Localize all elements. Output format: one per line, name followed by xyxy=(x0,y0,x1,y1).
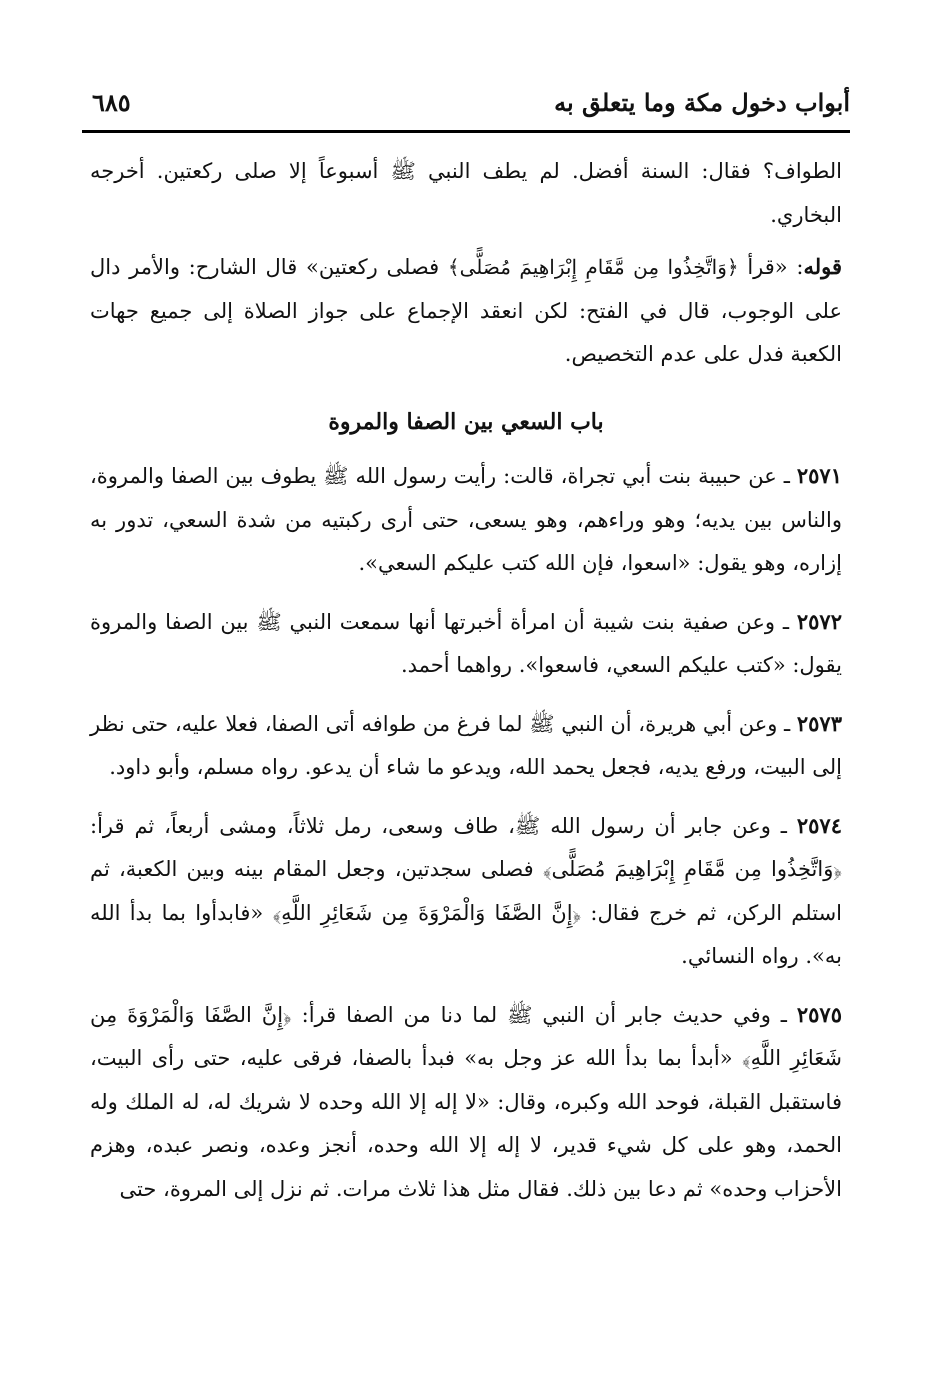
header-divider xyxy=(82,130,850,133)
commentary-lead: قوله xyxy=(803,254,842,279)
hadith-number: ٢٥٧٣ xyxy=(796,710,842,736)
quran-quote: ﴿وَاتَّخِذُوا مِن مَّقَامِ إِبْرَاهِيمَ مُصَلًّى﴾ xyxy=(447,255,739,279)
hadith-number: ٢٥٧١ xyxy=(796,463,842,488)
hadith-number: ٢٥٧٢ xyxy=(796,608,842,634)
commentary-text-1: : «قرأ xyxy=(738,255,804,279)
hadith-text: ـ وفي حديث جابر أن النبي ﷺ لما دنا من الصفا قرأ: ﴿إِنَّ الصَّفَا وَالْمَرْوَةَ مِن شَعَائِرِ اللَّهِ﴾ «أبدأ بما بدأ الله عز وجل به» فبدأ بالصفا، فرقى عليه، حتى رأى البيت، فاستقبل القبلة، فوحد الله وكبره، وقال: «لا إله إلا الله وحده لا شريك له، له الملك وله الحمد، وهو على كل شيء قدير، لا إله إلا الله وحده، أنجز وعده، ونصر عبده، وهزم الأحزاب وحده» ثم دعا بين ذلك. فقال مثل هذا ثلاث مرات. ثم نزل إلى المروة، حتى xyxy=(90,1002,842,1201)
hadith-paragraph xyxy=(90,454,842,586)
page-body xyxy=(90,150,842,1225)
hadith-number: ٢٥٧٤ xyxy=(796,812,842,838)
commentary-paragraph xyxy=(90,245,842,377)
hadith-text: ـ وعن جابر أن رسول الله ﷺ، طاف وسعى، رمل ثلاثاً، ومشى أربعاً، ثم قرأ: ﴿وَاتَّخِذُوا مِن مَّقَامِ إِبْرَاهِيمَ مُصَلًّى﴾ فصلى سجدتين، وجعل المقام بينه وبين الكعبة، ثم استلم الركن، ثم خرج فقال: ﴿إِنَّ الصَّفَا وَالْمَرْوَةَ مِن شَعَائِرِ اللَّهِ﴾ «فابدأوا بما بدأ الله به». رواه النسائي. xyxy=(90,813,842,968)
running-title: أبواب دخول مكة وما يتعلق به xyxy=(554,88,850,117)
hadith-text: ـ وعن أبي هريرة، أن النبي ﷺ لما فرغ من طوافه أتى الصفا، فعلا عليه، حتى نظر إلى البيت، ورفع يديه، فجعل يحمد الله، ويدعو ما شاء أن يدعو. رواه مسلم، وأبو داود. xyxy=(90,711,842,779)
page-number: ٦٨٥ xyxy=(92,88,131,117)
hadith-text: ـ عن حبيبة بنت أبي تجراة، قالت: رأيت رسول الله ﷺ يطوف بين الصفا والمروة، والناس بين يديه؛ وهو وراءهم، وهو يسعى، حتى أرى ركبتيه من شدة السعي، تدور به إزاره، وهو يقول: «اسعوا، فإن الله كتب عليكم السعي». xyxy=(90,464,842,575)
commentary-text-2: فصلى ركعتين» قال الشارح: والأمر دال على الوجوب، قال في الفتح: لكن انعقد الإجماع على جواز الصلاة إلى جميع جهات الكعبة فدل على عدم التخصيص. xyxy=(90,255,842,366)
section-heading: باب السعي بين الصفا والمروة xyxy=(328,408,604,435)
hadith-paragraph xyxy=(90,993,842,1212)
hadith-number: ٢٥٧٥ xyxy=(796,1001,842,1027)
intro-paragraph: الطواف؟ فقال: السنة أفضل. لم يطف النبي ﷺ أسبوعاً إلا صلى ركعتين. أخرجه البخاري. xyxy=(90,159,842,227)
hadith-text: ـ وعن صفية بنت شيبة أن امرأة أخبرتها أنها سمعت النبي ﷺ بين الصفا والمروة يقول: «كتب عليكم السعي، فاسعوا». رواهما أحمد. xyxy=(90,609,842,677)
hadith-paragraph xyxy=(90,702,842,790)
hadith-paragraph xyxy=(90,600,842,688)
page-header xyxy=(82,84,850,130)
hadith-paragraph xyxy=(90,804,842,979)
